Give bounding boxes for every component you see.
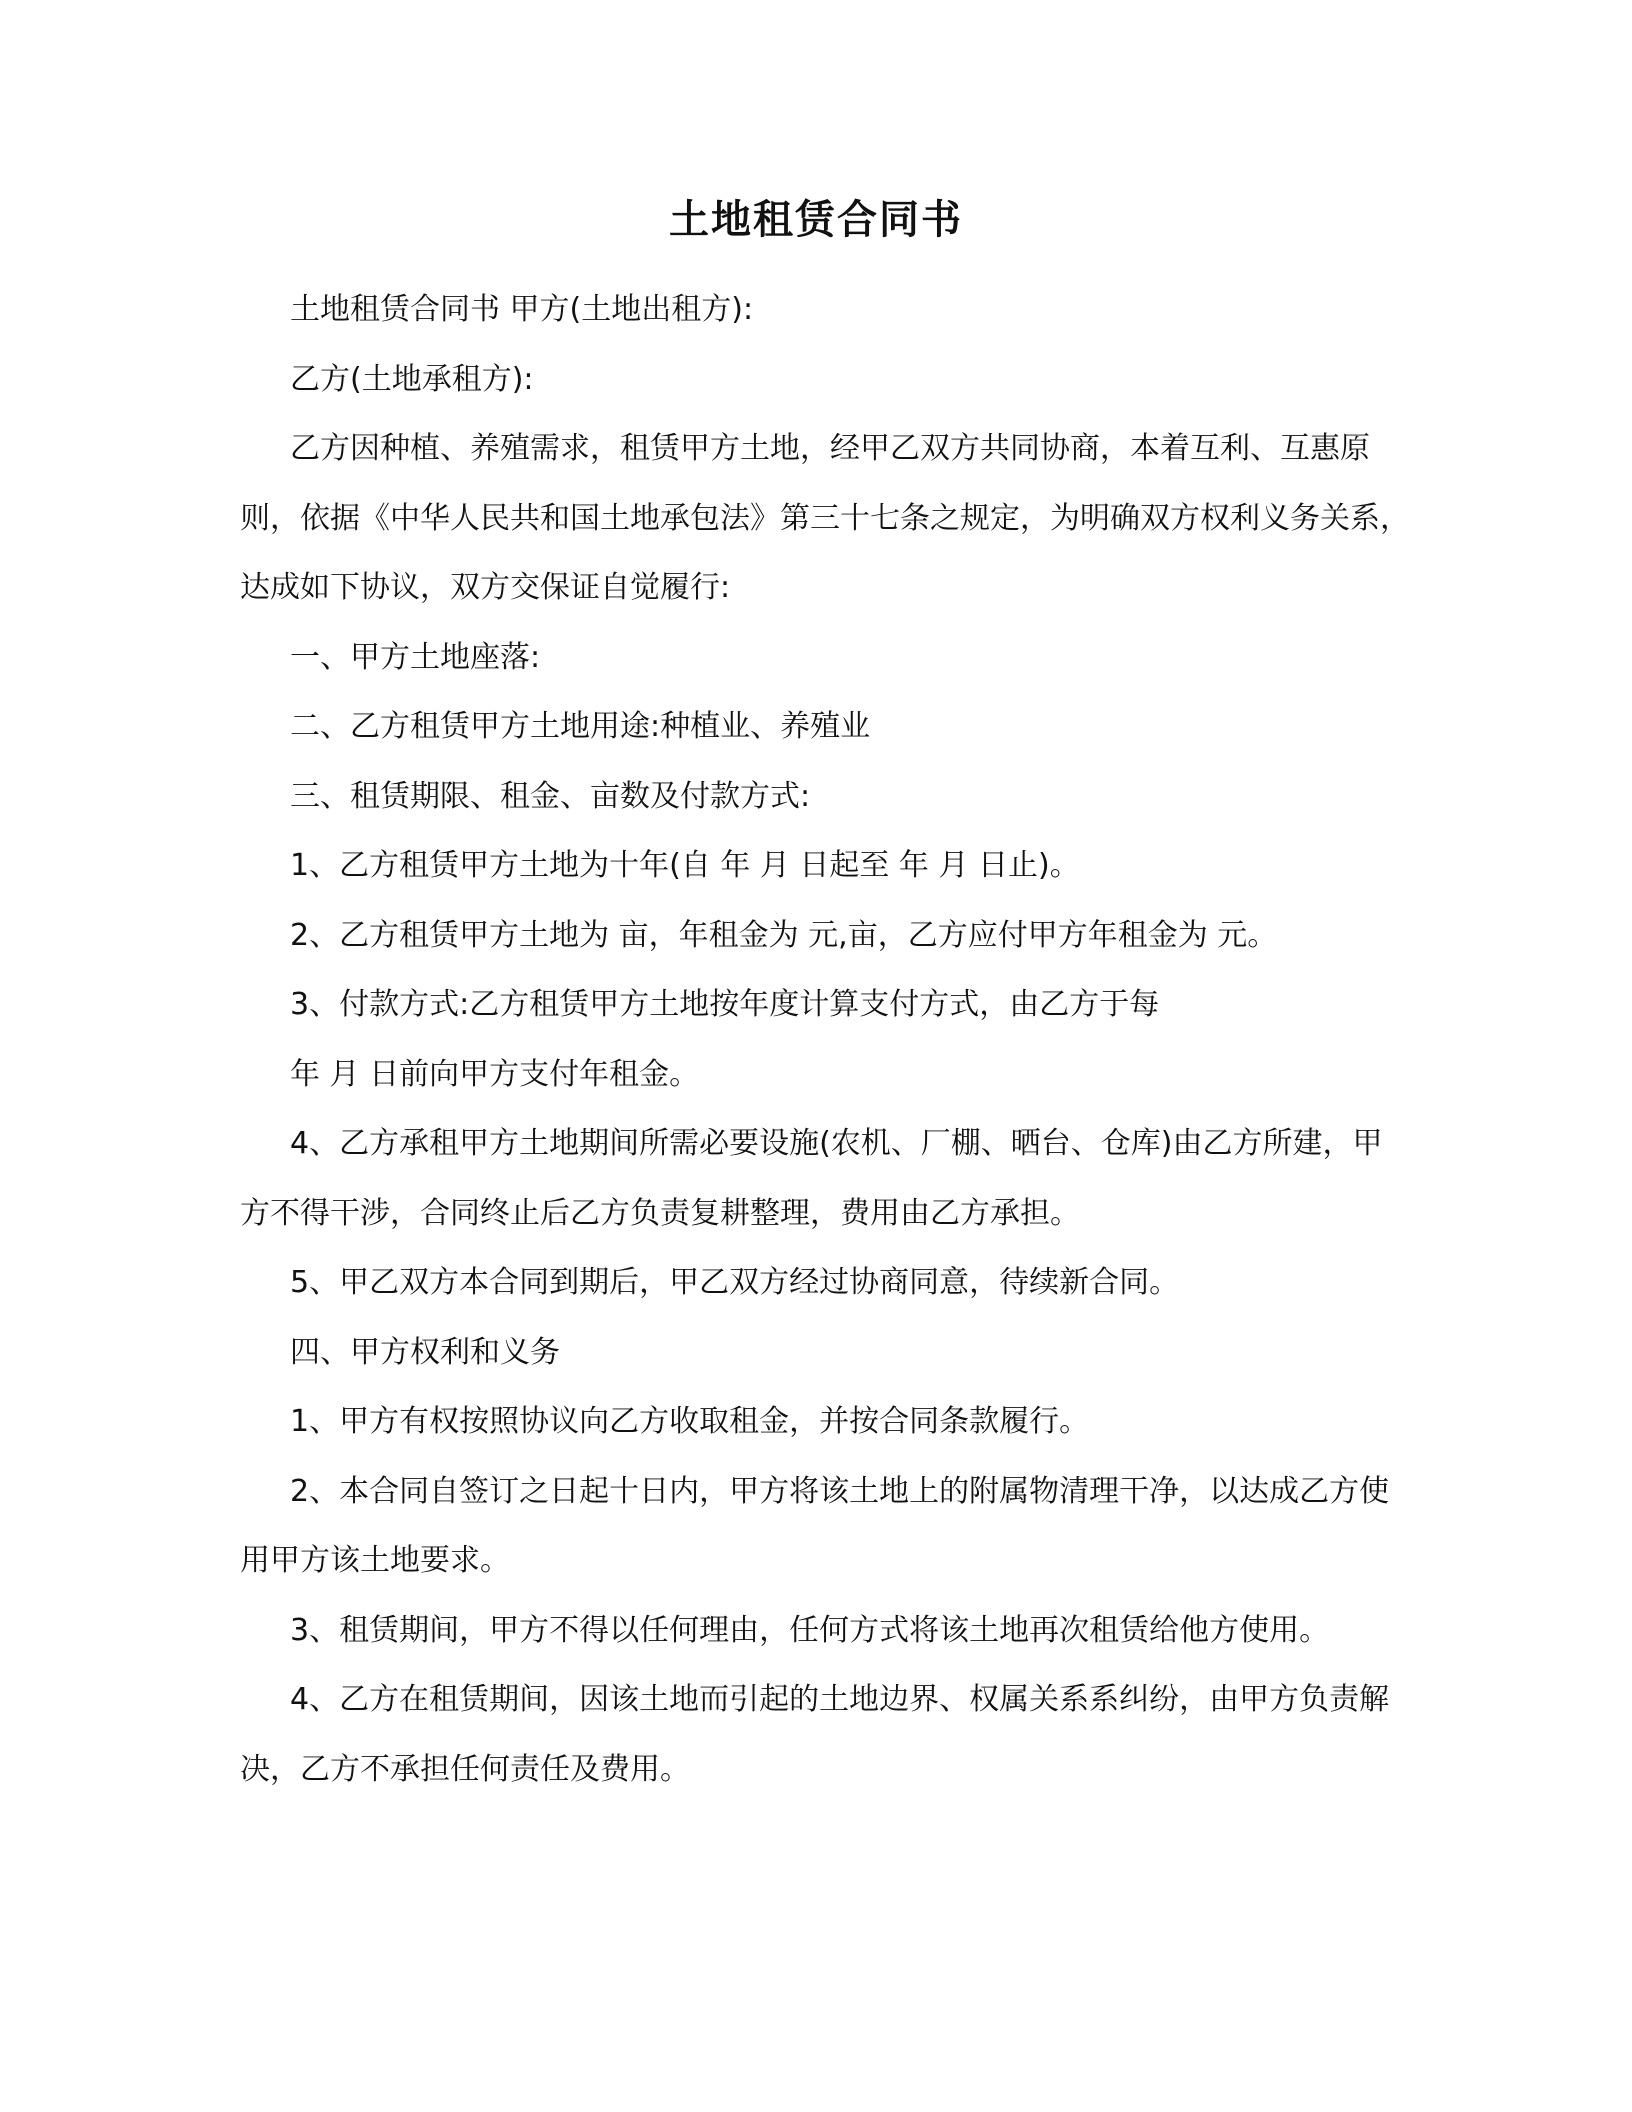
paragraph-clause-3-2: 2、乙方租赁甲方土地为 亩，年租金为 元,亩，乙方应付甲方年租金为 元。 bbox=[290, 917, 1278, 953]
paragraph-clause-4-3: 3、租赁期间，甲方不得以任何理由，任何方式将该土地再次租赁给他方使用。 bbox=[290, 1612, 1330, 1648]
paragraph-section-4: 四、甲方权利和义务 bbox=[290, 1334, 560, 1370]
paragraph-clause-3-3: 3、付款方式:乙方租赁甲方土地按年度计算支付方式，由乙方于每 bbox=[290, 987, 1160, 1022]
paragraph-preamble: 乙方因种植、养殖需求，租赁甲方土地，经甲乙双方共同协商，本着互利、互惠原则，依据《中华人民共和国土地承包法》第三十七条之规定，为明确双方权利义务关系，达成如下协议，双方交保证自觉履行: bbox=[240, 431, 1410, 605]
paragraph-parties-lessor: 土地租赁合同书 甲方(土地出租方): bbox=[290, 292, 754, 327]
paragraph-clause-4-1: 1、甲方有权按照协议向乙方收取租金，并按合同条款履行。 bbox=[290, 1404, 1090, 1439]
paragraph-section-1: 一、甲方土地座落: bbox=[290, 639, 541, 675]
document-body bbox=[240, 275, 1410, 1804]
paragraph-clause-4-4: 4、乙方在租赁期间，因该土地而引起的土地边界、权属关系系纠纷，由甲方负责解决，乙方不承担任何责任及费用。 bbox=[240, 1682, 1390, 1787]
paragraph-clause-3-1: 1、乙方租赁甲方土地为十年(自 年 月 日起至 年 月 日止)。 bbox=[290, 848, 1080, 883]
paragraph-section-2: 二、乙方租赁甲方土地用途:种植业、养殖业 bbox=[290, 709, 871, 744]
paragraph-clause-3-5: 5、甲乙双方本合同到期后，甲乙双方经过协商同意，待续新合同。 bbox=[290, 1265, 1180, 1300]
paragraph-clause-4-2: 2、本合同自签订之日起十日内，甲方将该土地上的附属物清理干净，以达成乙方使用甲方该土地要求。 bbox=[240, 1473, 1390, 1578]
paragraph-parties-lessee: 乙方(土地承租方): bbox=[290, 361, 534, 397]
paragraph-clause-3-3-cont: 年 月 日前向甲方支付年租金。 bbox=[290, 1056, 700, 1092]
document-title: 土地租赁合同书 bbox=[669, 197, 963, 243]
paragraph-section-3: 三、租赁期限、租金、亩数及付款方式: bbox=[290, 778, 811, 814]
paragraph-clause-3-4: 4、乙方承租甲方土地期间所需必要设施(农机、厂棚、晒台、仓库)由乙方所建，甲方不得干涉，合同终止后乙方负责复耕整理，费用由乙方承担。 bbox=[240, 1126, 1383, 1231]
